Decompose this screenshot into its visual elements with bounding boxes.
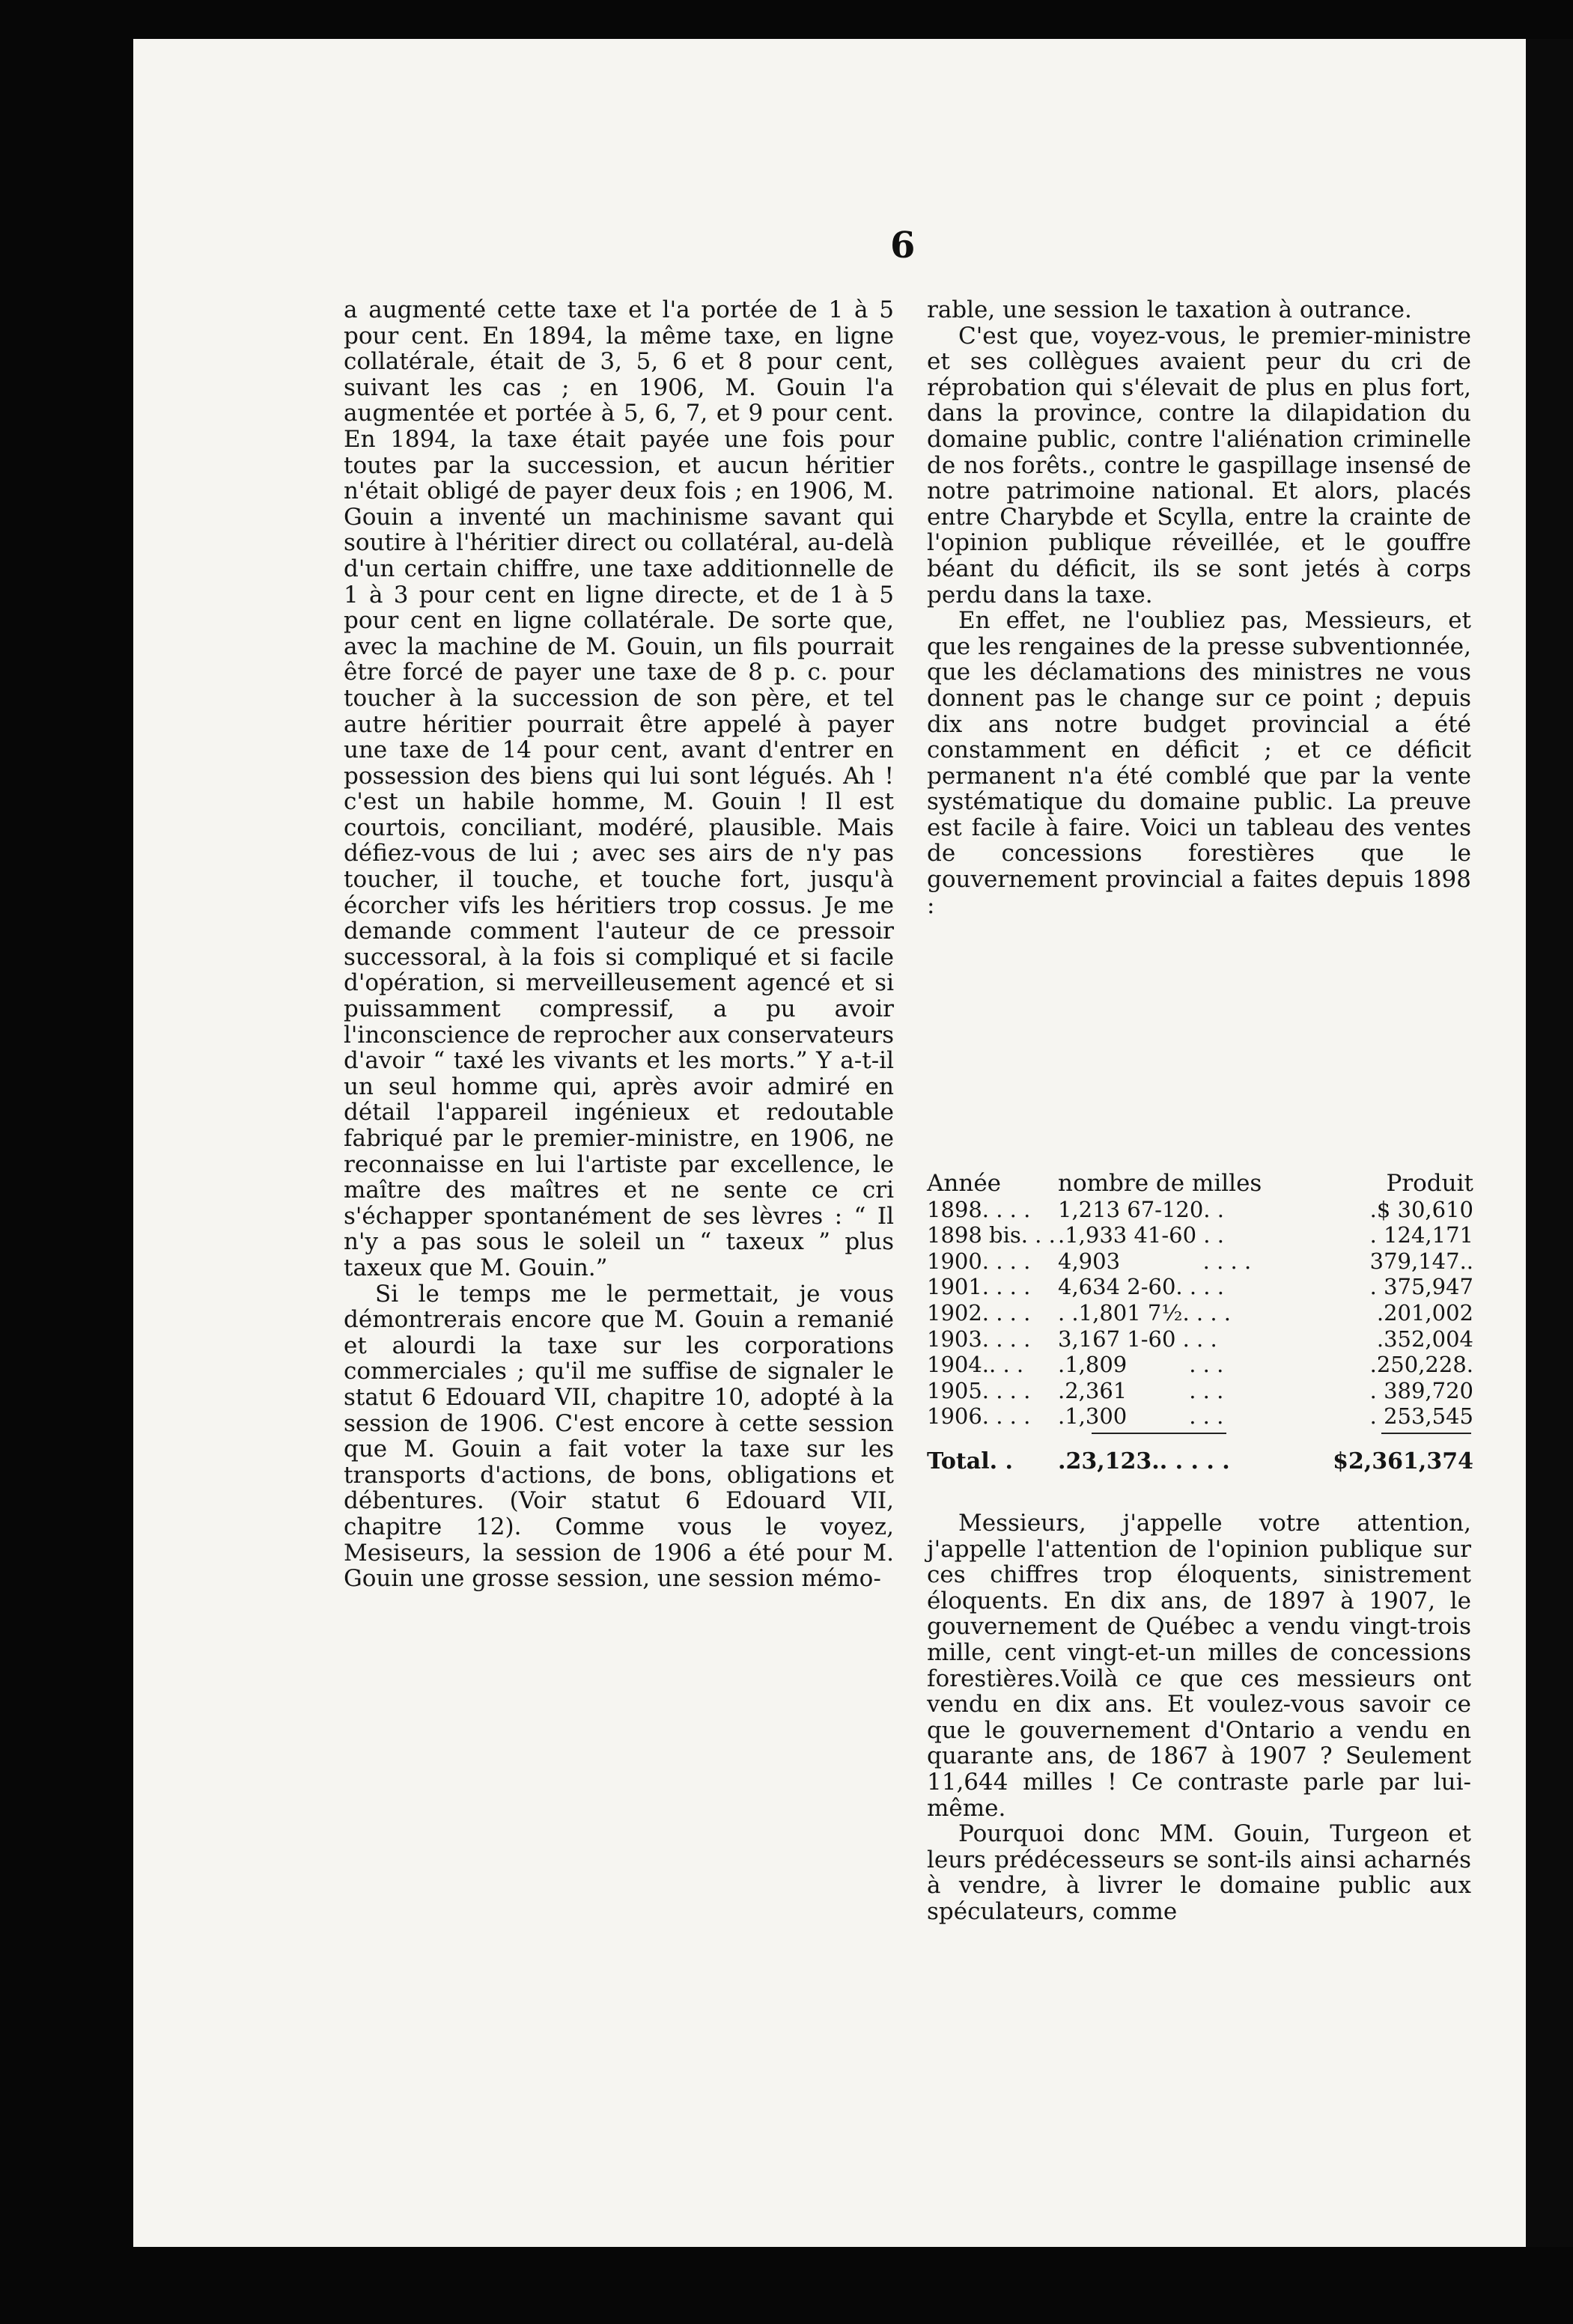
- page-number: 6: [890, 225, 916, 266]
- right-column: [927, 297, 1471, 918]
- total-rule-miles: [1092, 1433, 1226, 1434]
- table-row: [927, 1403, 1473, 1430]
- cell-year: 1900. . . .: [927, 1248, 1031, 1274]
- left-paragraph-2: Si le temps me le permettait, je vous démontrerais encore que M. Gouin a remanié et alourdi la taxe sur les corporations commerciales ; qu'il me suffise de signaler le statut 6 Edouard VII, chapitre 10, adopté à la session de 1906. C'est encore à cette session que M. Gouin a fait voter la taxe sur les transports d'actions, de bons, obligations et débentures. (Voir statut 6 Edouard VII, chapitre 12). Comme vous le voyez, Mesiseurs, la session de 1906 a été pour M. Gouin une grosse session, une session mémo-: [344, 1280, 894, 1593]
- cell-product: .250,228.: [1369, 1352, 1473, 1378]
- right-paragraph-3: En effet, ne l'oubliez pas, Messieurs, et que les rengaines de la presse subventionnée, que les déclamations des ministres ne vous donnent pas le change sur ce point ; depuis dix ans notre budget provincial a été constamment en déficit ; et ce déficit permanent n'a été comblé que par la vente systématique du domaine public. La preuve est facile à faire. Voici un tableau des ventes de concessions forestières que le gouvernement provincial a faites depuis 1898 :: [927, 607, 1471, 919]
- total-product: $2,361,374: [1333, 1448, 1473, 1474]
- total-miles: .23,123.. . . . .: [1058, 1448, 1230, 1474]
- cell-miles: . .1,801 7½. . . .: [1058, 1299, 1231, 1326]
- table-row: [927, 1248, 1473, 1275]
- table-header-row: [927, 1171, 1473, 1197]
- table-total-row: [927, 1449, 1473, 1475]
- table-row: [927, 1197, 1473, 1223]
- right-paragraph-2: C'est que, voyez-vous, le premier-ministre et ses collègues avaient peur du cri de réprobation qui s'élevait de plus en plus fort, dans la province, contre la dilapidation du domaine public, contre l'aliénation criminelle de nos forêts., contre le gaspillage insensé de notre patrimoine national. Et alors, placés entre Charybde et Scylla, entre la crainte de l'opinion publique réveillée, et le gouffre béant du déficit, ils se sont jetés à corps perdu dans la taxe.: [927, 322, 1471, 609]
- total-rule-product: [1381, 1433, 1471, 1434]
- header-miles: nombre de milles: [1058, 1170, 1262, 1197]
- concessions-sales-table: [927, 1171, 1473, 1475]
- cell-year: 1904.. . .: [927, 1352, 1024, 1378]
- cell-miles: 1,213 67-120. .: [1058, 1196, 1224, 1222]
- table-row: [927, 1274, 1473, 1300]
- cell-year: 1906. . . .: [927, 1403, 1031, 1430]
- cell-year: 1898. . . .: [927, 1196, 1031, 1222]
- left-column: [344, 297, 894, 1592]
- cell-miles: 4,903 . . . .: [1058, 1248, 1252, 1274]
- cell-year: 1898 bis. . .: [927, 1222, 1056, 1248]
- header-year: Année: [927, 1170, 1002, 1197]
- cell-miles: .1,809 . . .: [1058, 1352, 1224, 1378]
- cell-product: . 375,947: [1369, 1274, 1473, 1300]
- cell-product: .$ 30,610: [1369, 1196, 1473, 1222]
- total-label: Total. .: [927, 1448, 1013, 1474]
- cell-year: 1902. . . .: [927, 1299, 1031, 1326]
- table-row: [927, 1326, 1473, 1352]
- cell-product: . 253,545: [1369, 1403, 1473, 1430]
- right-paragraph-4: Messieurs, j'appelle votre attention, j'appelle l'attention de l'opinion publique sur ces chiffres trop éloquents, sinistrement éloquents. En dix ans, de 1897 à 1907, le gouvernement de Québec a vendu vingt-trois mille, cent vingt-et-un milles de concessions forestières.Voilà ce que ces messieurs ont vendu en dix ans. Et voulez-vous savoir ce que le gouvernement d'Ontario a vendu en quarante ans, de 1867 à 1907 ? Seulement 11,644 milles ! Ce contraste parle par lui-même.: [927, 1510, 1471, 1822]
- cell-year: 1901. . . .: [927, 1274, 1031, 1300]
- table-row: [927, 1378, 1473, 1404]
- cell-product: .201,002: [1376, 1299, 1473, 1326]
- right-paragraph-1: rable, une session le taxation à outrance.: [927, 296, 1412, 323]
- cell-year: 1905. . . .: [927, 1377, 1031, 1403]
- cell-miles: 3,167 1-60 . . .: [1058, 1326, 1217, 1352]
- cell-year: 1903. . . .: [927, 1326, 1031, 1352]
- cell-product: . 124,171: [1369, 1222, 1473, 1248]
- table-row: [927, 1300, 1473, 1326]
- cell-miles: .1,933 41-60 . .: [1058, 1222, 1224, 1248]
- scan-border: [1526, 39, 1573, 2247]
- cell-miles: .1,300 . . .: [1058, 1403, 1224, 1430]
- left-paragraph-1: a augmenté cette taxe et l'a portée de 1 à 5 pour cent. En 1894, la même taxe, en ligne collatérale, était de 3, 5, 6 et 8 pour cent, suivant les cas ; en 1906, M. Gouin l'a augmentée et portée à 5, 6, 7, et 9 pour cent. En 1894, la taxe était payée une fois pour toutes par la succession, et aucun héritier n'était obligé de payer deux fois ; en 1906, M. Gouin a inventé un machinisme savant qui soutire à l'héritier direct ou collatéral, au-delà d'un certain chiffre, une taxe additionnelle de 1 à 3 pour cent en ligne directe, et de 1 à 5 pour cent en ligne collatérale. De sorte que, avec la machine de M. Gouin, un fils pourrait être forcé de payer une taxe de 8 p. c. pour toucher à la succession de son père, et tel autre héritier pourrait être appelé à payer une taxe de 14 pour cent, avant d'entrer en possession des biens qui lui sont légués. Ah ! c'est un habile homme, M. Gouin ! Il est courtois, conciliant, modéré, plausible. Mais défiez-vous de lui ; avec ses airs de n'y pas toucher, il touche, et touche fort, jusqu'à écorcher vifs les héritiers trop cossus. Je me demande comment l'auteur de ce pressoir successoral, à la fois si compliqué et si facile d'opération, si merveilleusement agencé et si puissamment compressif, a pu avoir l'inconscience de reprocher aux conservateurs d'avoir “ taxé les vivants et les morts.” Y a-t-il un seul homme qui, après avoir admiré en détail l'appareil ingénieux et redoutable fabriqué par le premier-ministre, en 1906, ne reconnaisse en lui l'artiste par excellence, le maître des maîtres et ne sente ce cri s'échapper spontanément de ses lèvres : “ Il n'y a pas sous le soleil un “ taxeux ” plus taxeux que M. Gouin.”: [344, 296, 894, 1281]
- right-column-continued: [927, 1510, 1471, 1925]
- right-paragraph-5: Pourquoi donc MM. Gouin, Turgeon et leurs prédécesseurs se sont-ils ainsi acharnés à vendre, à livrer le domaine public aux spéculateurs, comme: [927, 1820, 1471, 1925]
- cell-miles: 4,634 2-60. . . .: [1058, 1274, 1224, 1300]
- table-row: [927, 1222, 1473, 1248]
- cell-miles: .2,361 . . .: [1058, 1377, 1224, 1403]
- cell-product: .352,004: [1376, 1326, 1473, 1352]
- cell-product: 379,147..: [1369, 1248, 1473, 1274]
- table-row: [927, 1352, 1473, 1378]
- header-product: Produit: [1386, 1170, 1473, 1197]
- cell-product: . 389,720: [1369, 1377, 1473, 1403]
